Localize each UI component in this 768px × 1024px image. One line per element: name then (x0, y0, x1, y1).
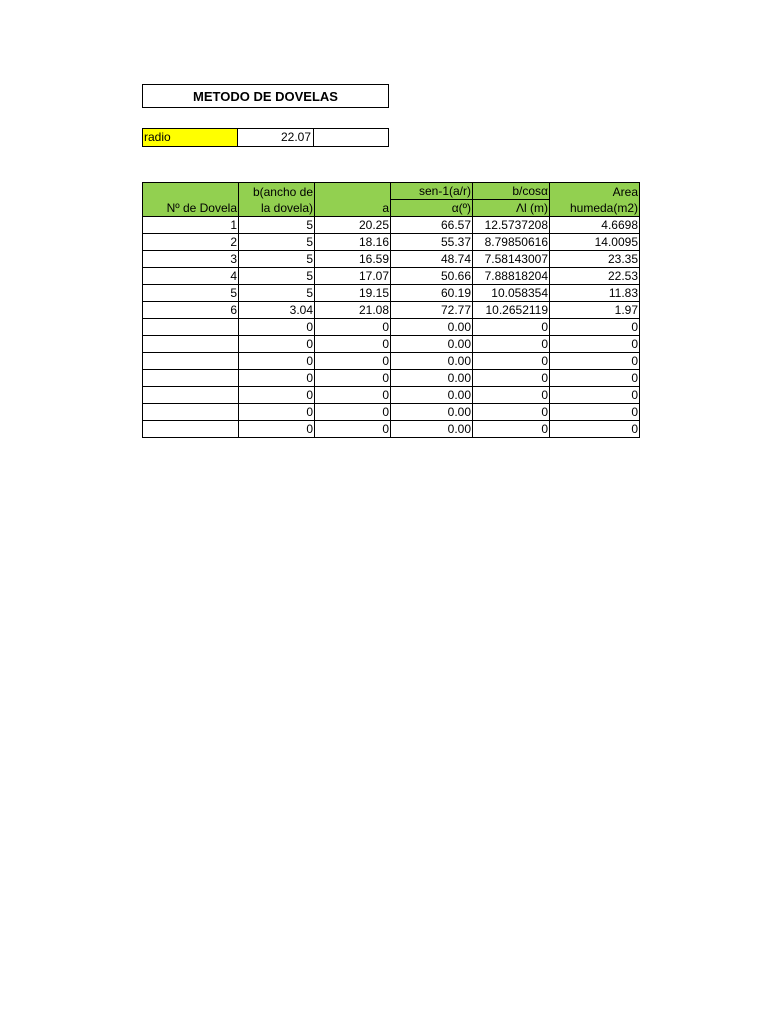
cell-b[interactable]: 0 (239, 353, 315, 370)
cell-delta-l[interactable]: 0 (473, 421, 550, 438)
cell-b[interactable]: 0 (239, 319, 315, 336)
cell-n-dovela[interactable]: 6 (143, 302, 239, 319)
cell-n-dovela[interactable]: 3 (143, 251, 239, 268)
table-row (143, 319, 640, 336)
cell-n-dovela[interactable]: 4 (143, 268, 239, 285)
cell-a[interactable]: 0 (315, 336, 391, 353)
header-alpha-formula[interactable]: sen-1(a/r) (391, 183, 473, 200)
cell-alpha[interactable]: 0.00 (391, 319, 473, 336)
cell-area[interactable]: 11.83 (550, 285, 640, 302)
cell-b[interactable]: 0 (239, 404, 315, 421)
cell-delta-l[interactable]: 10.058354 (473, 285, 550, 302)
radio-value-cell[interactable]: 22.07 (238, 129, 314, 146)
cell-n-dovela[interactable] (143, 404, 239, 421)
cell-b[interactable]: 0 (239, 421, 315, 438)
cell-alpha[interactable]: 0.00 (391, 336, 473, 353)
cell-n-dovela[interactable] (143, 353, 239, 370)
cell-area[interactable]: 0 (550, 421, 640, 438)
header-a[interactable] (315, 183, 391, 217)
cell-a[interactable]: 0 (315, 421, 391, 438)
empty-cell[interactable] (314, 129, 388, 146)
cell-area[interactable]: 0 (550, 404, 640, 421)
cell-n-dovela[interactable] (143, 421, 239, 438)
cell-delta-l[interactable]: 7.88818204 (473, 268, 550, 285)
cell-a[interactable]: 17.07 (315, 268, 391, 285)
cell-a[interactable]: 20.25 (315, 217, 391, 234)
table-row (143, 234, 640, 251)
header-b[interactable] (239, 183, 315, 217)
header-dl-formula[interactable]: b/cosα (473, 183, 550, 200)
cell-area[interactable]: 23.35 (550, 251, 640, 268)
cell-alpha[interactable]: 66.57 (391, 217, 473, 234)
cell-delta-l[interactable]: 8.79850616 (473, 234, 550, 251)
cell-area[interactable]: 1.97 (550, 302, 640, 319)
cell-a[interactable]: 21.08 (315, 302, 391, 319)
cell-area[interactable]: 14.0095 (550, 234, 640, 251)
cell-delta-l[interactable]: 7.58143007 (473, 251, 550, 268)
table-row (143, 285, 640, 302)
cell-delta-l[interactable]: 0 (473, 387, 550, 404)
cell-alpha[interactable]: 72.77 (391, 302, 473, 319)
cell-b[interactable]: 5 (239, 217, 315, 234)
header-n-dovela-text: Nº de Dovela (166, 201, 237, 215)
cell-delta-l[interactable]: 0 (473, 370, 550, 387)
radio-label-cell[interactable]: radio (143, 129, 238, 146)
cell-n-dovela[interactable] (143, 387, 239, 404)
cell-delta-l[interactable]: 10.2652119 (473, 302, 550, 319)
table-row (143, 353, 640, 370)
cell-b[interactable]: 0 (239, 387, 315, 404)
cell-area[interactable]: 4.6698 (550, 217, 640, 234)
cell-alpha[interactable]: 0.00 (391, 370, 473, 387)
table-row (143, 370, 640, 387)
cell-a[interactable]: 0 (315, 370, 391, 387)
table-row (143, 217, 640, 234)
table-row (143, 302, 640, 319)
radio-row (142, 128, 389, 147)
table-row (143, 251, 640, 268)
cell-area[interactable]: 22.53 (550, 268, 640, 285)
header-dl-unit[interactable]: Λl (m) (473, 200, 550, 217)
cell-a[interactable]: 16.59 (315, 251, 391, 268)
table-row (143, 421, 640, 438)
table-row (143, 387, 640, 404)
cell-alpha[interactable]: 0.00 (391, 421, 473, 438)
cell-alpha[interactable]: 0.00 (391, 387, 473, 404)
cell-delta-l[interactable]: 0 (473, 404, 550, 421)
cell-b[interactable]: 5 (239, 285, 315, 302)
dovelas-table (142, 182, 640, 438)
header-b-line2: la dovela) (260, 201, 313, 215)
cell-n-dovela[interactable]: 5 (143, 285, 239, 302)
cell-alpha[interactable]: 48.74 (391, 251, 473, 268)
cell-area[interactable]: 0 (550, 370, 640, 387)
cell-b[interactable]: 0 (239, 370, 315, 387)
header-area-line1: Area (612, 184, 638, 199)
cell-b[interactable]: 5 (239, 234, 315, 251)
cell-alpha[interactable]: 50.66 (391, 268, 473, 285)
header-n-dovela[interactable] (143, 183, 239, 217)
table-body (143, 217, 640, 438)
header-area-line2: humeda(m2) (569, 200, 638, 215)
header-b-line1: b(ancho de (252, 185, 313, 199)
cell-n-dovela[interactable] (143, 319, 239, 336)
cell-a[interactable]: 0 (315, 387, 391, 404)
cell-area[interactable]: 0 (550, 353, 640, 370)
cell-n-dovela[interactable] (143, 370, 239, 387)
cell-n-dovela[interactable]: 2 (143, 234, 239, 251)
header-alpha-unit[interactable]: α(º) (391, 200, 473, 217)
cell-n-dovela[interactable] (143, 336, 239, 353)
cell-a[interactable]: 0 (315, 404, 391, 421)
cell-area[interactable]: 0 (550, 387, 640, 404)
cell-alpha[interactable]: 55.37 (391, 234, 473, 251)
table-row (143, 268, 640, 285)
cell-delta-l[interactable]: 0 (473, 319, 550, 336)
cell-alpha[interactable]: 60.19 (391, 285, 473, 302)
sheet-title[interactable]: METODO DE DOVELAS (142, 84, 389, 108)
cell-area[interactable]: 0 (550, 336, 640, 353)
cell-a[interactable]: 19.15 (315, 285, 391, 302)
cell-alpha[interactable]: 0.00 (391, 404, 473, 421)
cell-area[interactable]: 0 (550, 319, 640, 336)
table-row (143, 404, 640, 421)
cell-b[interactable]: 5 (239, 251, 315, 268)
cell-a[interactable]: 0 (315, 353, 391, 370)
header-a-text: a (382, 201, 389, 215)
cell-b[interactable]: 0 (239, 336, 315, 353)
cell-delta-l[interactable]: 0 (473, 336, 550, 353)
header-area[interactable] (550, 183, 640, 217)
cell-alpha[interactable]: 0.00 (391, 353, 473, 370)
table-row (143, 336, 640, 353)
cell-a[interactable]: 0 (315, 319, 391, 336)
cell-delta-l[interactable]: 12.5737208 (473, 217, 550, 234)
cell-a[interactable]: 18.16 (315, 234, 391, 251)
cell-n-dovela[interactable]: 1 (143, 217, 239, 234)
cell-b[interactable]: 3.04 (239, 302, 315, 319)
cell-delta-l[interactable]: 0 (473, 353, 550, 370)
cell-b[interactable]: 5 (239, 268, 315, 285)
